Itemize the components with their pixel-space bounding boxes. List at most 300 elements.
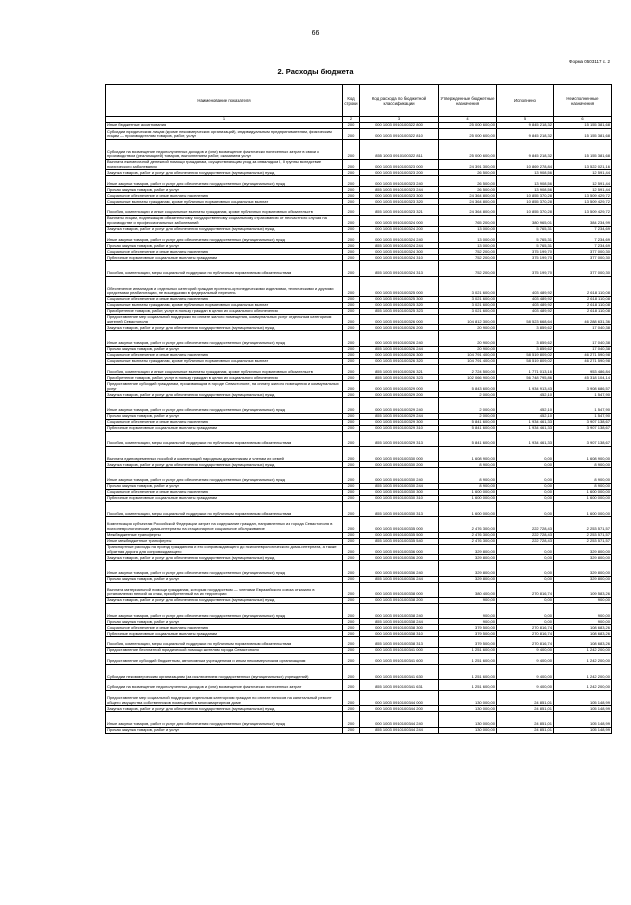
row-name: Субсидии юридическим лицам (кроме некоммерческих организаций), индивидуальным предпринимателям, физическим лицам — производителям товаров, работ, услуг <box>106 129 343 140</box>
row-line-code: 200 <box>343 690 360 705</box>
row-executed: 0,00 <box>497 501 554 516</box>
row-executed: 13 908,56 <box>497 187 554 193</box>
row-budget-code: 855 1003 0910100341 631 <box>360 680 439 691</box>
row-line-code: 200 <box>343 413 360 419</box>
row-line-code: 200 <box>343 392 360 398</box>
row-executed: 9 400,00 <box>497 680 554 691</box>
row-line-code: 200 <box>343 352 360 358</box>
table-row <box>106 690 612 705</box>
table-header-row <box>106 85 612 117</box>
row-name: Компенсация субъектам Российской Федерации затрат на содержание граждан, направленных из города Севастополя в психоневрологические дома-интернаты на стационарное социальное обслуживание <box>106 517 343 532</box>
header-executed: Исполнено <box>497 85 554 117</box>
row-line-code: 200 <box>343 631 360 637</box>
row-executed: 58 523 668,64 <box>497 314 554 325</box>
row-name: Публичные нормативные социальные выплаты гражданам <box>106 255 343 261</box>
row-approved: 379 500,00 <box>439 631 497 637</box>
row-name: Иные закупки товаров, работ и услуг для обеспечения государственных (муниципальных) нужд <box>106 176 343 187</box>
row-budget-code: 000 1003 0910100341 600 <box>360 654 439 665</box>
row-budget-code: 855 1003 0910100329 244 <box>360 413 439 419</box>
row-line-code: 200 <box>343 249 360 255</box>
row-executed: 10 855 370,28 <box>497 205 554 216</box>
row-unexecuted: 2 618 110,08 <box>554 296 612 302</box>
row-executed: 58 519 809,02 <box>497 352 554 358</box>
row-line-code: 200 <box>343 296 360 302</box>
row-line-code: 200 <box>343 325 360 331</box>
row-budget-code: 000 1003 0910100329 300 <box>360 419 439 425</box>
row-approved: 752 200,00 <box>439 255 497 261</box>
row-approved: 1 251 600,00 <box>439 680 497 691</box>
table-row <box>106 176 612 187</box>
row-approved: 3 021 600,00 <box>439 296 497 302</box>
row-name: Закупка товаров, работ и услуг для обеспечения государственных (муниципальных) нужд <box>106 462 343 468</box>
row-line-code: 200 <box>343 532 360 538</box>
row-approved: 130 000,00 <box>439 690 497 705</box>
table-row <box>106 364 612 375</box>
row-unexecuted: 13 522 021,16 <box>554 159 612 170</box>
row-budget-code: 000 1003 0910100341 000 <box>360 648 439 654</box>
row-executed: 10 855 370,28 <box>497 199 554 205</box>
row-line-code: 200 <box>343 358 360 364</box>
row-budget-code: 000 1003 0910100338 200 <box>360 597 439 603</box>
row-budget-code: 000 1003 0910100323 000 <box>360 159 439 170</box>
row-line-code: 200 <box>343 603 360 618</box>
row-name: Иные межбюджетные трансферты <box>106 538 343 544</box>
row-executed: 403 489,92 <box>497 308 554 314</box>
row-executed: 3 859,62 <box>497 331 554 346</box>
row-budget-code: 000 1003 0910100330 300 <box>360 489 439 495</box>
row-executed: 13 908,56 <box>497 176 554 187</box>
column-number: 2 <box>343 117 360 123</box>
row-unexecuted: 1 600 000,00 <box>554 489 612 495</box>
row-line-code: 200 <box>343 364 360 375</box>
row-unexecuted: 2 618 110,08 <box>554 276 612 296</box>
row-name: Прочая закупка товаров, работ и услуг <box>106 187 343 193</box>
row-budget-code: 000 1003 0910100325 320 <box>360 302 439 308</box>
table-row <box>106 381 612 392</box>
row-executed: 9 400,00 <box>497 664 554 679</box>
row-line-code: 200 <box>343 501 360 516</box>
row-unexecuted: 1 600 000,00 <box>554 495 612 501</box>
row-budget-code: 000 1003 0910100324 000 <box>360 215 439 226</box>
row-approved: 752 200,00 <box>439 261 497 276</box>
row-approved: 104 791 400,00 <box>439 352 497 358</box>
row-executed: 0,00 <box>497 576 554 582</box>
row-name: Социальные выплаты гражданам, кроме публичных нормативных социальных выплат <box>106 302 343 308</box>
page-number: 66 <box>311 30 320 37</box>
row-executed: 5 765,31 <box>497 226 554 232</box>
row-name: Закупка товаров, работ и услуг для обеспечения государственных (муниципальных) нужд <box>106 170 343 176</box>
row-executed: 56 748 795,86 <box>497 375 554 381</box>
column-number: 3 <box>360 117 439 123</box>
row-unexecuted: 2 253 571,57 <box>554 517 612 532</box>
row-approved: 1 251 600,00 <box>439 648 497 654</box>
row-executed: 270 816,74 <box>497 631 554 637</box>
table-row <box>106 431 612 446</box>
row-line-code: 200 <box>343 419 360 425</box>
row-executed: 10 869 278,84 <box>497 159 554 170</box>
row-executed: 0,00 <box>497 603 554 618</box>
row-approved: 5 841 600,00 <box>439 431 497 446</box>
header-unexecuted: Неисполненные назначения <box>554 85 612 117</box>
row-name: Публичные нормативные социальные выплаты гражданам <box>106 425 343 431</box>
table-row <box>106 680 612 691</box>
row-approved: 380 400,00 <box>439 582 497 597</box>
row-name: Закупка товаров, работ и услуг для обеспечения государственных (муниципальных) нужд <box>106 555 343 561</box>
row-unexecuted: 329 800,00 <box>554 555 612 561</box>
row-executed: 222 728,43 <box>497 532 554 538</box>
row-budget-code: 855 1003 0910100335 540 <box>360 538 439 544</box>
row-unexecuted: 8 900,00 <box>554 483 612 489</box>
row-executed: 222 728,43 <box>497 538 554 544</box>
row-line-code: 200 <box>343 561 360 576</box>
row-executed: 3 859,62 <box>497 346 554 352</box>
row-line-code: 200 <box>343 170 360 176</box>
row-approved: 8 900,00 <box>439 468 497 483</box>
row-budget-code: 000 1003 0910100326 200 <box>360 325 439 331</box>
row-executed: 24 851,01 <box>497 706 554 712</box>
row-unexecuted: 1 547,90 <box>554 398 612 413</box>
row-unexecuted: 46 271 590,98 <box>554 352 612 358</box>
table-row <box>106 129 612 140</box>
row-budget-code: 855 1003 0910100323 244 <box>360 187 439 193</box>
row-approved: 5 841 600,00 <box>439 419 497 425</box>
table-row <box>106 331 612 346</box>
row-name: Пособия, компенсации и иные социальные выплаты гражданам, кроме публичных нормативных обязательств <box>106 364 343 375</box>
row-unexecuted: 329 800,00 <box>554 544 612 555</box>
row-approved: 3 021 600,00 <box>439 276 497 296</box>
row-approved: 2 000,00 <box>439 413 497 419</box>
row-approved: 13 000,00 <box>439 243 497 249</box>
row-executed: 375 199,70 <box>497 249 554 255</box>
header-approved: Утвержденные бюджетные назначения <box>439 85 497 117</box>
row-budget-code: 000 1003 0910100323 240 <box>360 176 439 187</box>
row-approved: 329 800,00 <box>439 576 497 582</box>
row-executed: 58 519 809,02 <box>497 358 554 364</box>
row-approved: 8 900,00 <box>439 483 497 489</box>
row-budget-code: 000 1003 0910100336 240 <box>360 561 439 576</box>
row-name: Иные закупки товаров, работ и услуг для обеспечения государственных (муниципальных) нужд <box>106 712 343 727</box>
row-unexecuted: 109 583,26 <box>554 582 612 597</box>
row-name: Социальное обеспечение и иные выплаты населению <box>106 625 343 631</box>
row-executed: 375 199,70 <box>497 261 554 276</box>
row-name: Предоставление мер социальной поддержки по оплате жилого помещения, коммунальных услуг отдельным категориям жителей Севастополя <box>106 314 343 325</box>
row-line-code: 200 <box>343 425 360 431</box>
row-executed: 9 400,00 <box>497 648 554 654</box>
row-executed: 10 855 370,28 <box>497 193 554 199</box>
row-unexecuted: 105 148,99 <box>554 706 612 712</box>
row-name: Транспортные расходы на проезд гражданина и его сопровождающего до психоневрологического дома-интерната, а также обратная дорога для сопровождающего <box>106 544 343 555</box>
table-row <box>106 637 612 648</box>
row-unexecuted: 1 547,90 <box>554 413 612 419</box>
row-line-code: 200 <box>343 187 360 193</box>
row-executed: 0,00 <box>497 446 554 461</box>
row-executed: 5 765,31 <box>497 243 554 249</box>
row-line-code: 200 <box>343 331 360 346</box>
row-executed: 270 816,74 <box>497 625 554 631</box>
row-name: Обеспечение инвалидов и отдельных категорий граждан протезно-ортопедическими изделиями, техническими и другими средствами реабилитации, не вошедшими в федеральный перечень <box>106 276 343 296</box>
table-row <box>106 215 612 226</box>
row-budget-code: 855 1003 0910100324 313 <box>360 261 439 276</box>
row-unexecuted: 7 234,69 <box>554 226 612 232</box>
row-executed: 452,10 <box>497 413 554 419</box>
row-name: Иные бюджетные ассигнования <box>106 123 343 129</box>
row-executed: 3 859,62 <box>497 325 554 331</box>
row-line-code: 200 <box>343 261 360 276</box>
row-line-code: 200 <box>343 302 360 308</box>
row-line-code: 200 <box>343 680 360 691</box>
row-budget-code: 000 1003 0910100330 200 <box>360 462 439 468</box>
row-unexecuted: 8 900,00 <box>554 468 612 483</box>
row-line-code: 200 <box>343 576 360 582</box>
expenses-table <box>105 84 612 734</box>
row-name: Иные закупки товаров, работ и услуг для обеспечения государственных (муниципальных) нужд <box>106 468 343 483</box>
row-line-code: 200 <box>343 625 360 631</box>
row-approved: 1 600 000,00 <box>439 501 497 516</box>
row-unexecuted: 108 683,26 <box>554 625 612 631</box>
table-row <box>106 544 612 555</box>
row-executed: 9 845 218,32 <box>497 139 554 159</box>
row-unexecuted: 377 000,30 <box>554 249 612 255</box>
row-budget-code: 855 1003 0910100344 244 <box>360 727 439 733</box>
row-name: Социальное обеспечение и иные выплаты населению <box>106 352 343 358</box>
row-budget-code: 000 1003 0910100330 000 <box>360 446 439 461</box>
row-approved: 2 476 300,00 <box>439 538 497 544</box>
row-budget-code: 855 1003 0910100323 321 <box>360 205 439 216</box>
table-row <box>106 501 612 516</box>
row-executed: 24 851,01 <box>497 712 554 727</box>
form-code: Форма 0503117 с. 2 <box>569 59 610 64</box>
row-line-code: 200 <box>343 431 360 446</box>
row-line-code: 200 <box>343 544 360 555</box>
row-approved: 20 900,00 <box>439 346 497 352</box>
row-unexecuted: 8 900,00 <box>554 462 612 468</box>
row-budget-code: 000 1003 0910100344 240 <box>360 712 439 727</box>
row-line-code: 200 <box>343 215 360 226</box>
row-approved: 104 791 400,00 <box>439 358 497 364</box>
row-budget-code: 000 1003 0910100324 310 <box>360 255 439 261</box>
row-unexecuted: 384 234,99 <box>554 215 612 226</box>
row-approved: 900,00 <box>439 597 497 603</box>
row-unexecuted: 13 509 429,72 <box>554 205 612 216</box>
row-name: Прочая закупка товаров, работ и услуг <box>106 413 343 419</box>
row-budget-code: 000 1003 0910100330 240 <box>360 468 439 483</box>
row-unexecuted: 377 000,30 <box>554 261 612 276</box>
row-line-code: 200 <box>343 637 360 648</box>
row-line-code: 200 <box>343 276 360 296</box>
table-row <box>106 664 612 679</box>
row-budget-code: 000 1003 0910100336 200 <box>360 555 439 561</box>
row-name: Социальное обеспечение и иные выплаты населению <box>106 489 343 495</box>
row-unexecuted: 377 000,30 <box>554 255 612 261</box>
row-executed: 9 845 218,32 <box>497 123 554 129</box>
row-approved: 1 600 000,00 <box>439 495 497 501</box>
row-unexecuted: 15 155 381,68 <box>554 129 612 140</box>
row-line-code: 200 <box>343 205 360 216</box>
row-unexecuted: 953 486,84 <box>554 364 612 375</box>
row-approved: 5 841 600,00 <box>439 425 497 431</box>
row-executed: 0,00 <box>497 619 554 625</box>
row-budget-code: 000 1003 0910100326 240 <box>360 331 439 346</box>
row-unexecuted: 1 242 200,00 <box>554 664 612 679</box>
row-line-code: 200 <box>343 375 360 381</box>
table-row <box>106 398 612 413</box>
table-row <box>106 314 612 325</box>
row-line-code: 200 <box>343 495 360 501</box>
row-name: Приобретение товаров, работ, услуг в пользу граждан в целях их социального обеспечения <box>106 308 343 314</box>
row-approved: 1 608 900,00 <box>439 446 497 461</box>
row-line-code: 200 <box>343 446 360 461</box>
row-line-code: 200 <box>343 199 360 205</box>
row-budget-code: 855 1003 0910100324 244 <box>360 243 439 249</box>
row-unexecuted: 2 253 571,57 <box>554 538 612 544</box>
row-executed: 403 489,92 <box>497 302 554 308</box>
table-row <box>106 139 612 159</box>
row-unexecuted: 900,00 <box>554 619 612 625</box>
row-approved: 1 251 600,00 <box>439 664 497 679</box>
row-budget-code: 000 1003 0910100330 310 <box>360 495 439 501</box>
row-name: Предоставление мер социальной поддержки отдельным категориям граждан по оплате взносов на капитальный ремонт общего имущества собственников помещений в многоквартирном доме <box>106 690 343 705</box>
row-budget-code: 000 1003 0910100341 630 <box>360 664 439 679</box>
row-approved: 1 251 600,00 <box>439 654 497 665</box>
row-executed: 452,10 <box>497 398 554 413</box>
row-unexecuted: 3 908 686,57 <box>554 381 612 392</box>
row-executed: 0,00 <box>497 561 554 576</box>
row-budget-code: 855 1003 0910100336 244 <box>360 576 439 582</box>
row-approved: 25 000 600,00 <box>439 123 497 129</box>
row-approved: 765 200,00 <box>439 215 497 226</box>
table-row <box>106 159 612 170</box>
row-approved: 24 364 800,00 <box>439 205 497 216</box>
row-name: Выплата единовременных пособий и компенсаций народным дружинникам и членам их семей <box>106 446 343 461</box>
table-row <box>106 517 612 532</box>
row-budget-code: 855 1003 0910100325 323 <box>360 308 439 314</box>
row-executed: 0,00 <box>497 555 554 561</box>
column-number: 4 <box>439 117 497 123</box>
row-line-code: 200 <box>343 243 360 249</box>
row-name: Субсидии на возмещение недополученных доходов и (или) возмещение фактически понесенных затрат в связи с производством (реализацией) товаров, выполнением работ, оказанием услуг <box>106 139 343 159</box>
row-budget-code: 000 1003 0910100326 000 <box>360 314 439 325</box>
row-line-code: 200 <box>343 462 360 468</box>
row-unexecuted: 1 608 900,00 <box>554 446 612 461</box>
row-unexecuted: 3 907 138,67 <box>554 419 612 425</box>
row-name: Приобретение товаров, работ, услуг в пользу граждан в целях их социального обеспечения <box>106 375 343 381</box>
row-line-code: 200 <box>343 597 360 603</box>
row-name: Субсидии некоммерческим организациям (за исключением государственных (муниципальных) учреждений) <box>106 664 343 679</box>
row-budget-code: 000 1003 0910100323 200 <box>360 170 439 176</box>
row-unexecuted: 46 288 631,36 <box>554 314 612 325</box>
row-line-code: 200 <box>343 129 360 140</box>
row-executed: 1 771 013,16 <box>497 364 554 375</box>
table-body <box>106 123 612 734</box>
row-name: Выплата ежемесячной денежной помощи гражданам, осуществляющим уход за инвалидом I, II группы вследствие психического заболевания <box>106 159 343 170</box>
row-name: Прочая закупка товаров, работ и услуг <box>106 727 343 733</box>
row-approved: 24 364 800,00 <box>439 199 497 205</box>
row-approved: 26 500,00 <box>439 176 497 187</box>
row-line-code: 200 <box>343 483 360 489</box>
row-approved: 329 800,00 <box>439 561 497 576</box>
row-line-code: 200 <box>343 517 360 532</box>
row-approved: 25 000 600,00 <box>439 139 497 159</box>
table-row <box>106 446 612 461</box>
row-executed: 0,00 <box>497 489 554 495</box>
row-line-code: 200 <box>343 176 360 187</box>
row-line-code: 200 <box>343 582 360 597</box>
row-unexecuted: 13 509 429,72 <box>554 193 612 199</box>
row-name: Социальные выплаты гражданам, кроме публичных нормативных социальных выплат <box>106 358 343 364</box>
table-row <box>106 261 612 276</box>
row-line-code: 200 <box>343 381 360 392</box>
row-budget-code: 855 1003 0910100329 313 <box>360 431 439 446</box>
column-number: 6 <box>554 117 612 123</box>
row-line-code: 200 <box>343 123 360 129</box>
row-unexecuted: 17 040,38 <box>554 346 612 352</box>
row-budget-code: 000 1003 0910100326 320 <box>360 358 439 364</box>
row-approved: 8 900,00 <box>439 462 497 468</box>
row-executed: 452,10 <box>497 392 554 398</box>
row-budget-code: 000 1003 0910100325 000 <box>360 276 439 296</box>
row-budget-code: 000 1003 0910100329 240 <box>360 398 439 413</box>
row-name: Публичные нормативные социальные выплаты гражданам <box>106 631 343 637</box>
row-budget-code: 855 1003 0910100326 244 <box>360 346 439 352</box>
row-unexecuted: 1 547,90 <box>554 392 612 398</box>
row-name: Пособия, компенсации, меры социальной поддержки по публичным нормативным обязательствам <box>106 261 343 276</box>
row-line-code: 200 <box>343 664 360 679</box>
row-budget-code: 000 1003 0910100329 310 <box>360 425 439 431</box>
row-line-code: 200 <box>343 489 360 495</box>
row-unexecuted: 45 318 104,14 <box>554 375 612 381</box>
row-line-code: 200 <box>343 226 360 232</box>
row-approved: 25 000 600,00 <box>439 129 497 140</box>
row-budget-code: 000 1003 0910100338 300 <box>360 625 439 631</box>
row-budget-code: 000 1003 0910100323 320 <box>360 199 439 205</box>
row-budget-code: 855 1003 0910100326 321 <box>360 364 439 375</box>
row-executed: 24 851,01 <box>497 690 554 705</box>
row-line-code: 200 <box>343 648 360 654</box>
row-line-code: 200 <box>343 232 360 243</box>
row-name: Социальное обеспечение и иные выплаты населению <box>106 249 343 255</box>
row-name: Иные закупки товаров, работ и услуг для обеспечения государственных (муниципальных) нужд <box>106 232 343 243</box>
row-name: Социальное обеспечение и иные выплаты населению <box>106 296 343 302</box>
table-row <box>106 561 612 576</box>
row-name: Закупка товаров, работ и услуг для обеспечения государственных (муниципальных) нужд <box>106 226 343 232</box>
row-name: Предоставление бесплатной юридической помощи жителям города Севастополя <box>106 648 343 654</box>
row-budget-code: 000 1003 0910100338 240 <box>360 603 439 618</box>
row-line-code: 200 <box>343 654 360 665</box>
row-approved: 2 476 300,00 <box>439 532 497 538</box>
row-name: Пособия, компенсации, меры социальной поддержки по публичным нормативным обязательствам <box>106 501 343 516</box>
row-executed: 1 934 913,43 <box>497 381 554 392</box>
row-unexecuted: 329 800,00 <box>554 576 612 582</box>
row-approved: 102 066 900,00 <box>439 375 497 381</box>
row-name: Публичные нормативные социальные выплаты гражданам <box>106 495 343 501</box>
row-budget-code: 000 1003 0910100338 310 <box>360 631 439 637</box>
row-budget-code: 000 1003 0910100329 200 <box>360 392 439 398</box>
row-unexecuted: 1 600 000,00 <box>554 501 612 516</box>
row-name: Субсидии на возмещение недополученных доходов и (или) возмещение фактически понесенных затрат <box>106 680 343 691</box>
row-unexecuted: 105 148,99 <box>554 727 612 733</box>
row-budget-code: 855 1003 0910100338 313 <box>360 637 439 648</box>
row-unexecuted: 17 040,38 <box>554 325 612 331</box>
row-budget-code: 000 1003 0910100324 240 <box>360 232 439 243</box>
row-name: Социальное обеспечение и иные выплаты населению <box>106 193 343 199</box>
row-approved: 13 000,00 <box>439 226 497 232</box>
row-budget-code: 000 1003 0910100336 000 <box>360 544 439 555</box>
row-executed: 13 908,56 <box>497 170 554 176</box>
row-name: Закупка товаров, работ и услуг для обеспечения государственных (муниципальных) нужд <box>106 597 343 603</box>
row-name: Пособия, компенсации, меры социальной поддержки по публичным нормативным обязательствам <box>106 431 343 446</box>
row-name: Закупка товаров, работ и услуг для обеспечения государственных (муниципальных) нужд <box>106 325 343 331</box>
row-unexecuted: 13 509 429,72 <box>554 199 612 205</box>
